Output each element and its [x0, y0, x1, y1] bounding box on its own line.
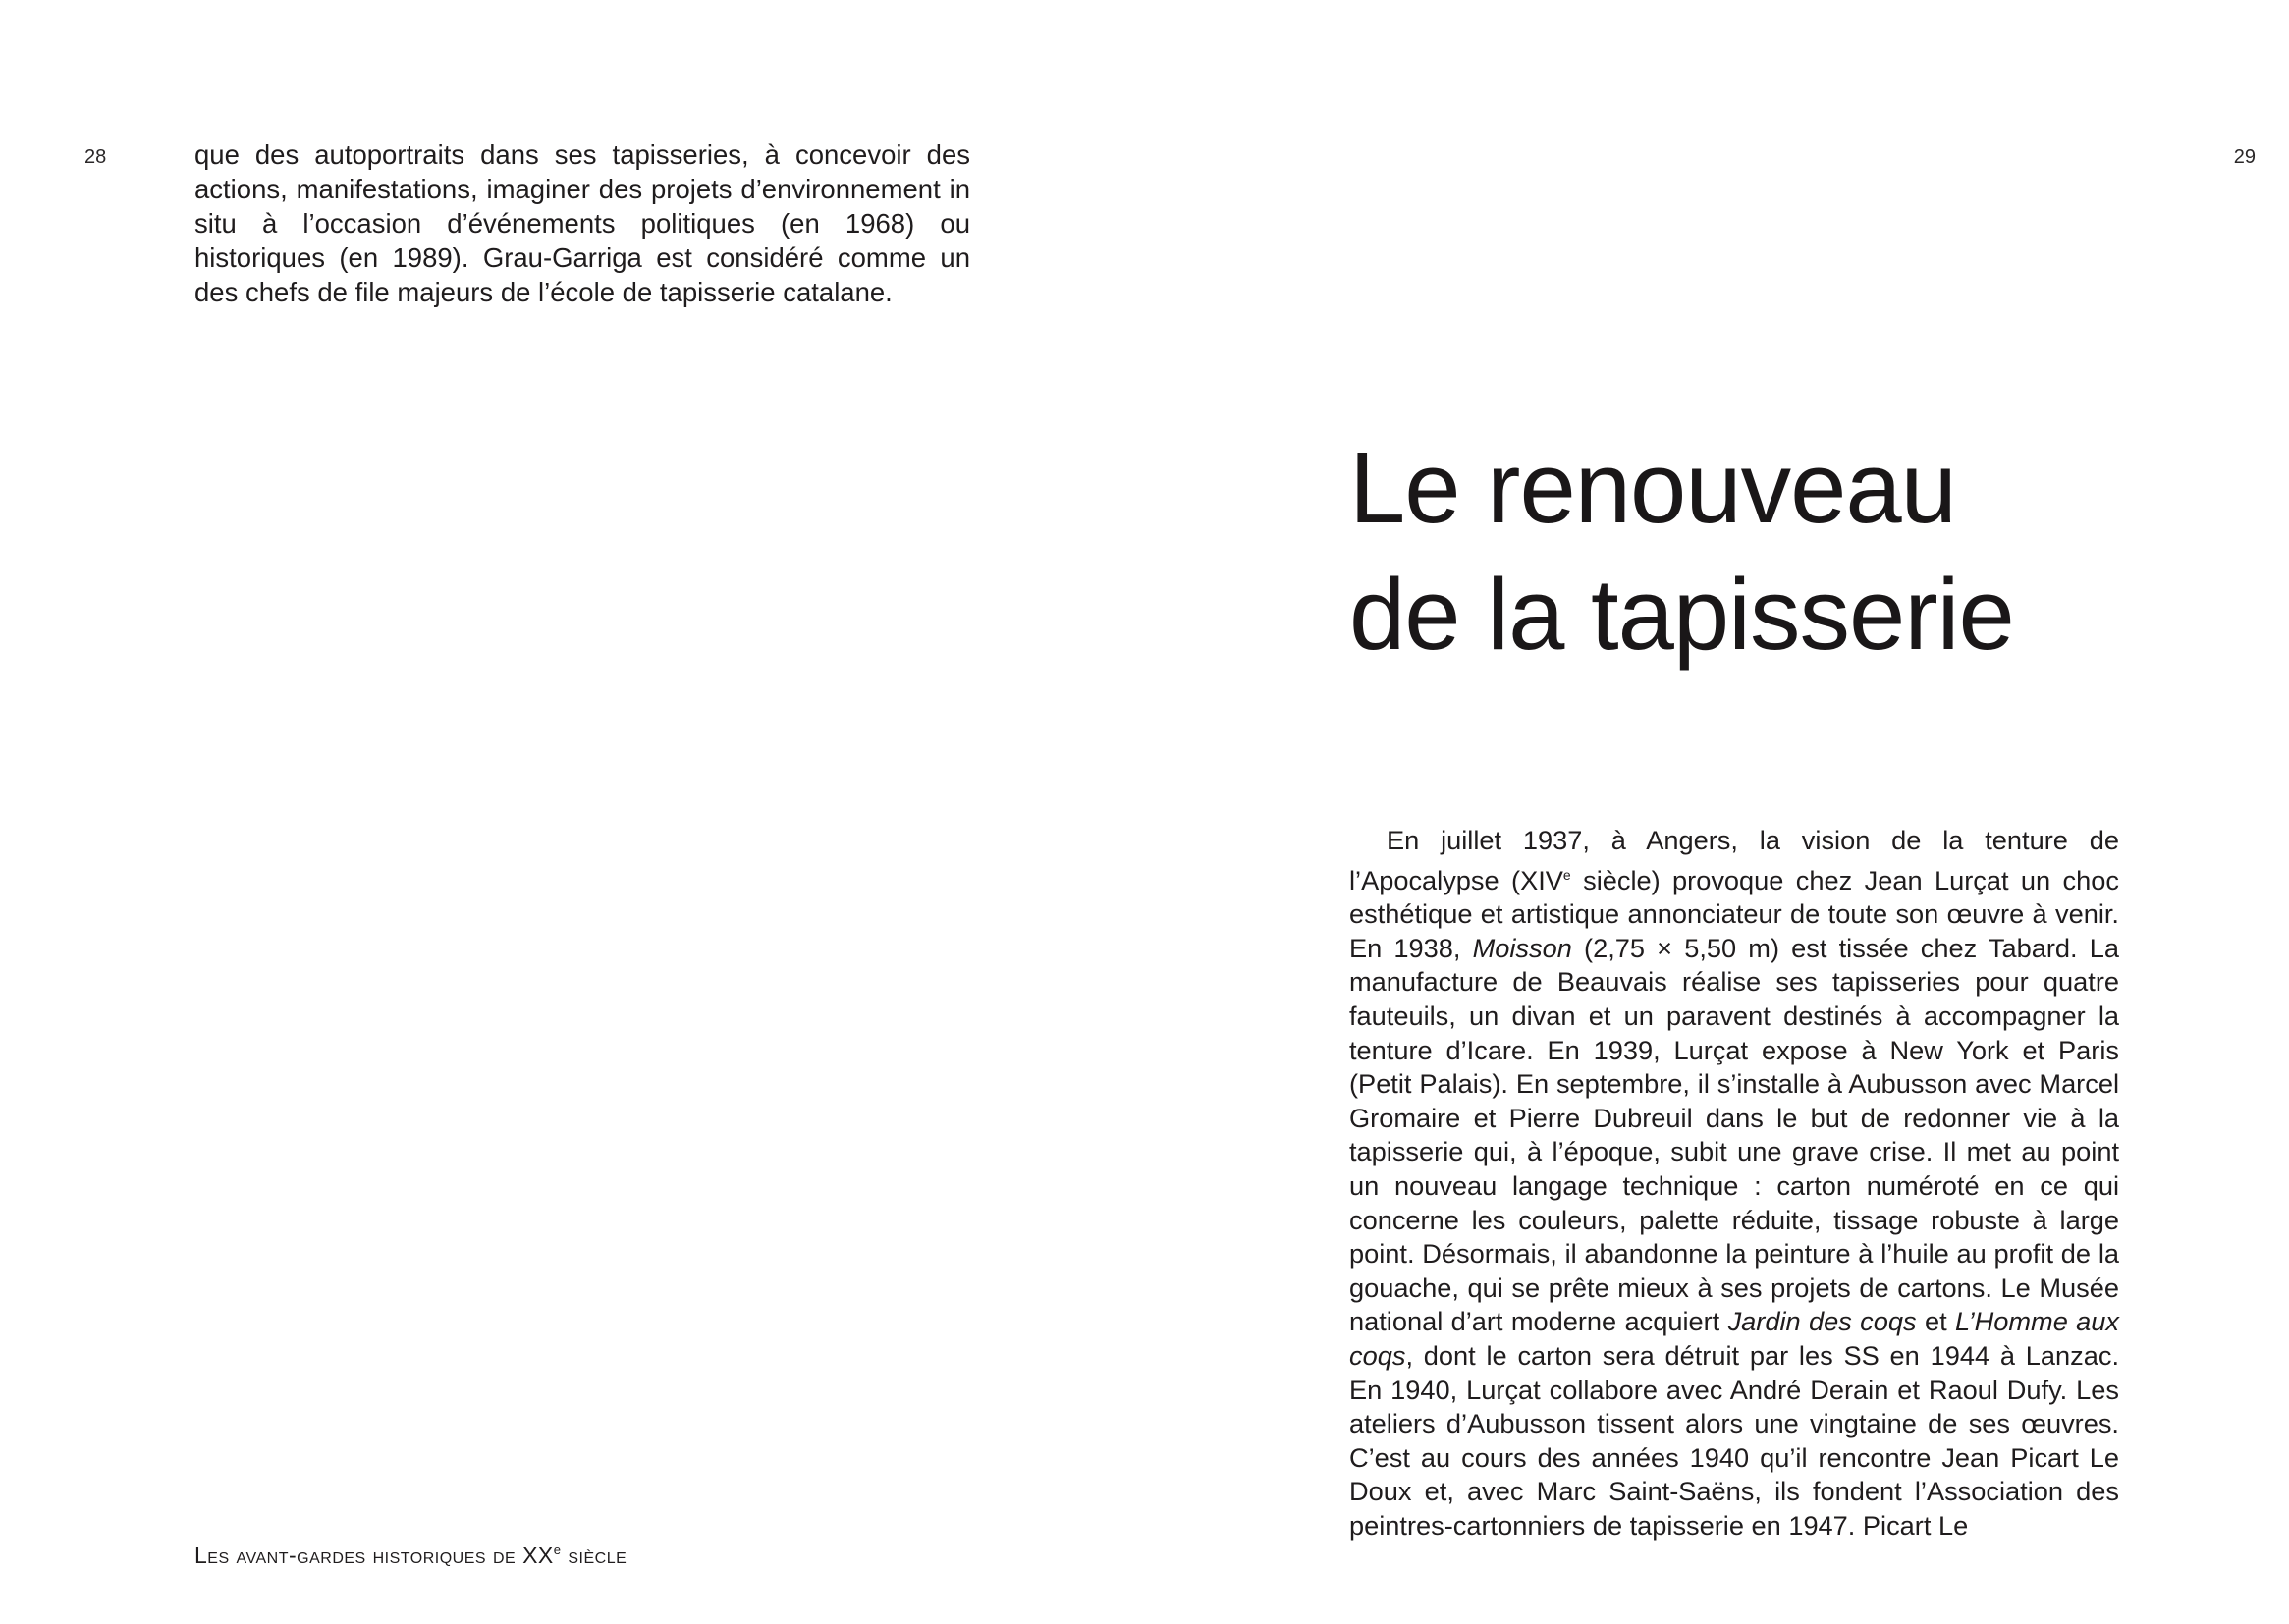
right-page [1145, 0, 2289, 1624]
body-paragraph [1349, 824, 2119, 1543]
chapter-title [1349, 424, 2253, 677]
body-text-segment: , dont le carton sera détruit par les SS en 1944 à Lanzac. En 1940, Lurçat collabore avec André Derain et Raoul Dufy. Les ateliers d’Aubusson tissent alors une vingtaine de ses œuvres. C’est au cours des années 1940 qu’il rencontre Jean Picart Le Doux et, avec Marc Saint-Saëns, ils fondent l’Association des peintres-cartonniers de tapisserie en 1947. Picart Le [1349, 1339, 2119, 1541]
footer-text-end: siècle [561, 1543, 627, 1568]
footer-text: Les avant-gardes historiques de XX [194, 1543, 554, 1568]
left-page-paragraph: que des autoportraits dans ses tapisseries, à concevoir des actions, manifestations, imaginer des projets d’environnement in situ à l’occasion d’événements politiques (en 1968) ou historiques (en 1989). Grau-Garriga est considéré comme un des chefs de file majeurs de l’école de tapisserie catalane. [194, 139, 970, 307]
chapter-title-line-1: Le renouveau [1349, 431, 1956, 544]
running-footer [194, 1536, 627, 1570]
body-text-segment: En juillet 1937, à Angers, la vision de la tenture de l’Apocalypse (XIV [1349, 825, 2119, 895]
chapter-title-line-2: de la tapisserie [1349, 558, 2014, 671]
body-text-segment: (2,75 × 5,50 m) est tissée chez Tabard. La manufacture de Beauvais réalise ses tapisseries pour quatre fauteuils, un divan et un paravent destinés à accompagner la tenture d’Icare. En 1939, Lurçat expose à New York et Paris (Petit Palais). En septembre, il s’installe à Aubusson avec Marcel Gromaire et Pierre Dubreuil dans le but de redonner vie à la tapisserie qui, à l’époque, subit une grave crise. Il met au point un nouveau langage technique : carton numéroté en ce qui concerne les couleurs, palette réduite, tissage robuste à large point. Désormais, il abandonne la peinture à l’huile au profit de la gouache, qui se prête mieux à ses projets de cartons. Le Musée national d’art moderne acquiert [1349, 932, 2119, 1337]
body-text-segment: et [1916, 1306, 1955, 1337]
artwork-title-jardin-des-coqs: Jardin des coqs [1727, 1306, 1917, 1337]
page-number-right: 29 [2233, 146, 2256, 168]
left-page [0, 0, 1144, 1624]
page-number-left: 28 [84, 146, 107, 168]
body-superscript: e [1562, 866, 1571, 883]
footer-superscript: e [553, 1543, 562, 1557]
artwork-title-moisson: Moisson [1472, 932, 1572, 963]
body-text-segment: siècle) provoque chez Jean Lurçat un choc esthétique et artistique annonciateur de toute son œuvre à venir. En 1938, [1349, 864, 2119, 963]
artwork-title-homme-aux-coqs: L’Homme aux coqs [1349, 1306, 2120, 1371]
